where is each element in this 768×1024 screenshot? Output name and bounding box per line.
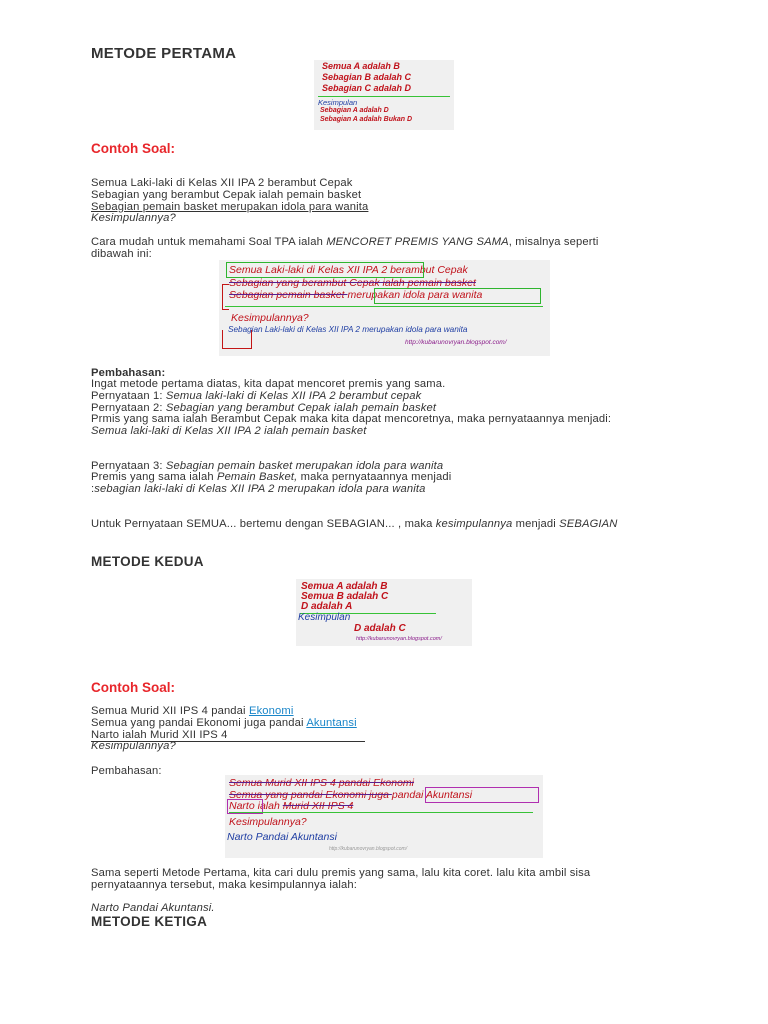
pembahasan-1-line-3: Pernyataan 2: Sebagian yang berambut Cepak ialah pemain basket: [91, 402, 437, 414]
soal-2-line-3: Narto ialah Murid XII IPS 4: [91, 730, 365, 742]
figure-coret-1: Semua Laki-laki di Kelas XII IPA 2 berambut Cepak Sebagian yang berambut Cepak ialah pemain basket Sebagian pemain basket merupakan idola para wanita Kesimpulannya? Sebagian Laki-laki di Kelas XII IPA 2 merupakan idola para wanita http://kubarunovryan.blogspot.com/: [219, 260, 550, 356]
cara-mudah-text-2: dibawah ini:: [91, 248, 152, 260]
link-akuntansi[interactable]: Akuntansi: [306, 717, 357, 729]
pembahasan-1-line-5: Semua laki-laki di Kelas XII IPA 2 ialah pemain basket: [91, 425, 367, 437]
contoh-soal-1: Contoh Soal:: [91, 141, 175, 156]
soal-1-question: Kesimpulannya?: [91, 212, 176, 224]
pembahasan-1-line-8: :sebagian laki-laki di Kelas XII IPA 2 merupakan idola para wanita: [91, 483, 426, 495]
figure-metode-kedua: Semua A adalah B Semua B adalah C D adalah A Kesimpulan D adalah C http://kubarunovryan.blogspot.com/: [296, 579, 472, 646]
pembahasan-1-line-2: Pernyataan 1: Semua laki-laki di Kelas XII IPA 2 berambut cepak: [91, 390, 422, 402]
pembahasan-label-1: Pembahasan:: [91, 367, 166, 379]
ringkasan-metode-1: Untuk Pernyataan SEMUA... bertemu dengan SEBAGIAN... , maka kesimpulannya menjadi SEBAGIAN: [91, 518, 618, 530]
pembahasan-label-2: Pembahasan:: [91, 765, 162, 777]
pembahasan-1-line-6: Pernyataan 3: Sebagian pemain basket merupakan idola para wanita: [91, 460, 444, 472]
penjelasan-metode-2-line-1: Sama seperti Metode Pertama, kita cari dulu premis yang sama, lalu kita coret. lalu kita ambil sisa: [91, 867, 591, 879]
heading-metode-kedua: METODE KEDUA: [91, 554, 204, 569]
heading-metode-ketiga: METODE KETIGA: [91, 914, 208, 929]
cara-mudah-text: Cara mudah untuk memahami Soal TPA ialah MENCORET PREMIS YANG SAMA, misalnya seperti: [91, 236, 599, 248]
pembahasan-1-line-7: Premis yang sama ialah Pemain Basket, maka pernyataannya menjadi: [91, 471, 452, 483]
soal-1-line-1: Semua Laki-laki di Kelas XII IPA 2 berambut Cepak: [91, 177, 353, 189]
pembahasan-1-line-4: Prmis yang sama ialah Berambut Cepak maka kita dapat mencoretnya, maka pernyataannya menjadi:: [91, 413, 612, 425]
soal-2-question: Kesimpulannya?: [91, 740, 176, 752]
penjelasan-metode-2-line-2: pernyataannya tersebut, maka kesimpulannya ialah:: [91, 879, 358, 891]
figure-metode-pertama: Semua A adalah B Sebagian B adalah C Sebagian C adalah D Kesimpulan Sebagian A adalah D Sebagian A adalah Bukan D: [314, 60, 454, 130]
figure-coret-2: Semua Murid XII IPS 4 pandai Ekonomi Semua yang pandai Ekonomi juga pandai Akuntansi Narto ialah Murid XII IPS 4 Kesimpulannya? Narto Pandai Akuntansi http://kubarunovryan.blogspot.com/: [225, 775, 543, 858]
soal-2-line-1: Semua Murid XII IPS 4 pandai Ekonomi: [91, 705, 294, 717]
soal-1-line-3: Sebagian pemain basket merupakan idola para wanita: [91, 201, 369, 213]
pembahasan-1-line-1: Ingat metode pertama diatas, kita dapat mencoret premis yang sama.: [91, 378, 446, 390]
heading-metode-pertama: METODE PERTAMA: [91, 45, 237, 62]
contoh-soal-2: Contoh Soal:: [91, 680, 175, 695]
kesimpulan-metode-2: Narto Pandai Akuntansi.: [91, 902, 215, 914]
link-ekonomi[interactable]: Ekonomi: [248, 705, 294, 717]
soal-2-line-2: Semua yang pandai Ekonomi juga pandai Akuntansi: [91, 717, 357, 729]
soal-1-line-2: Sebagian yang berambut Cepak ialah pemain basket: [91, 189, 362, 201]
